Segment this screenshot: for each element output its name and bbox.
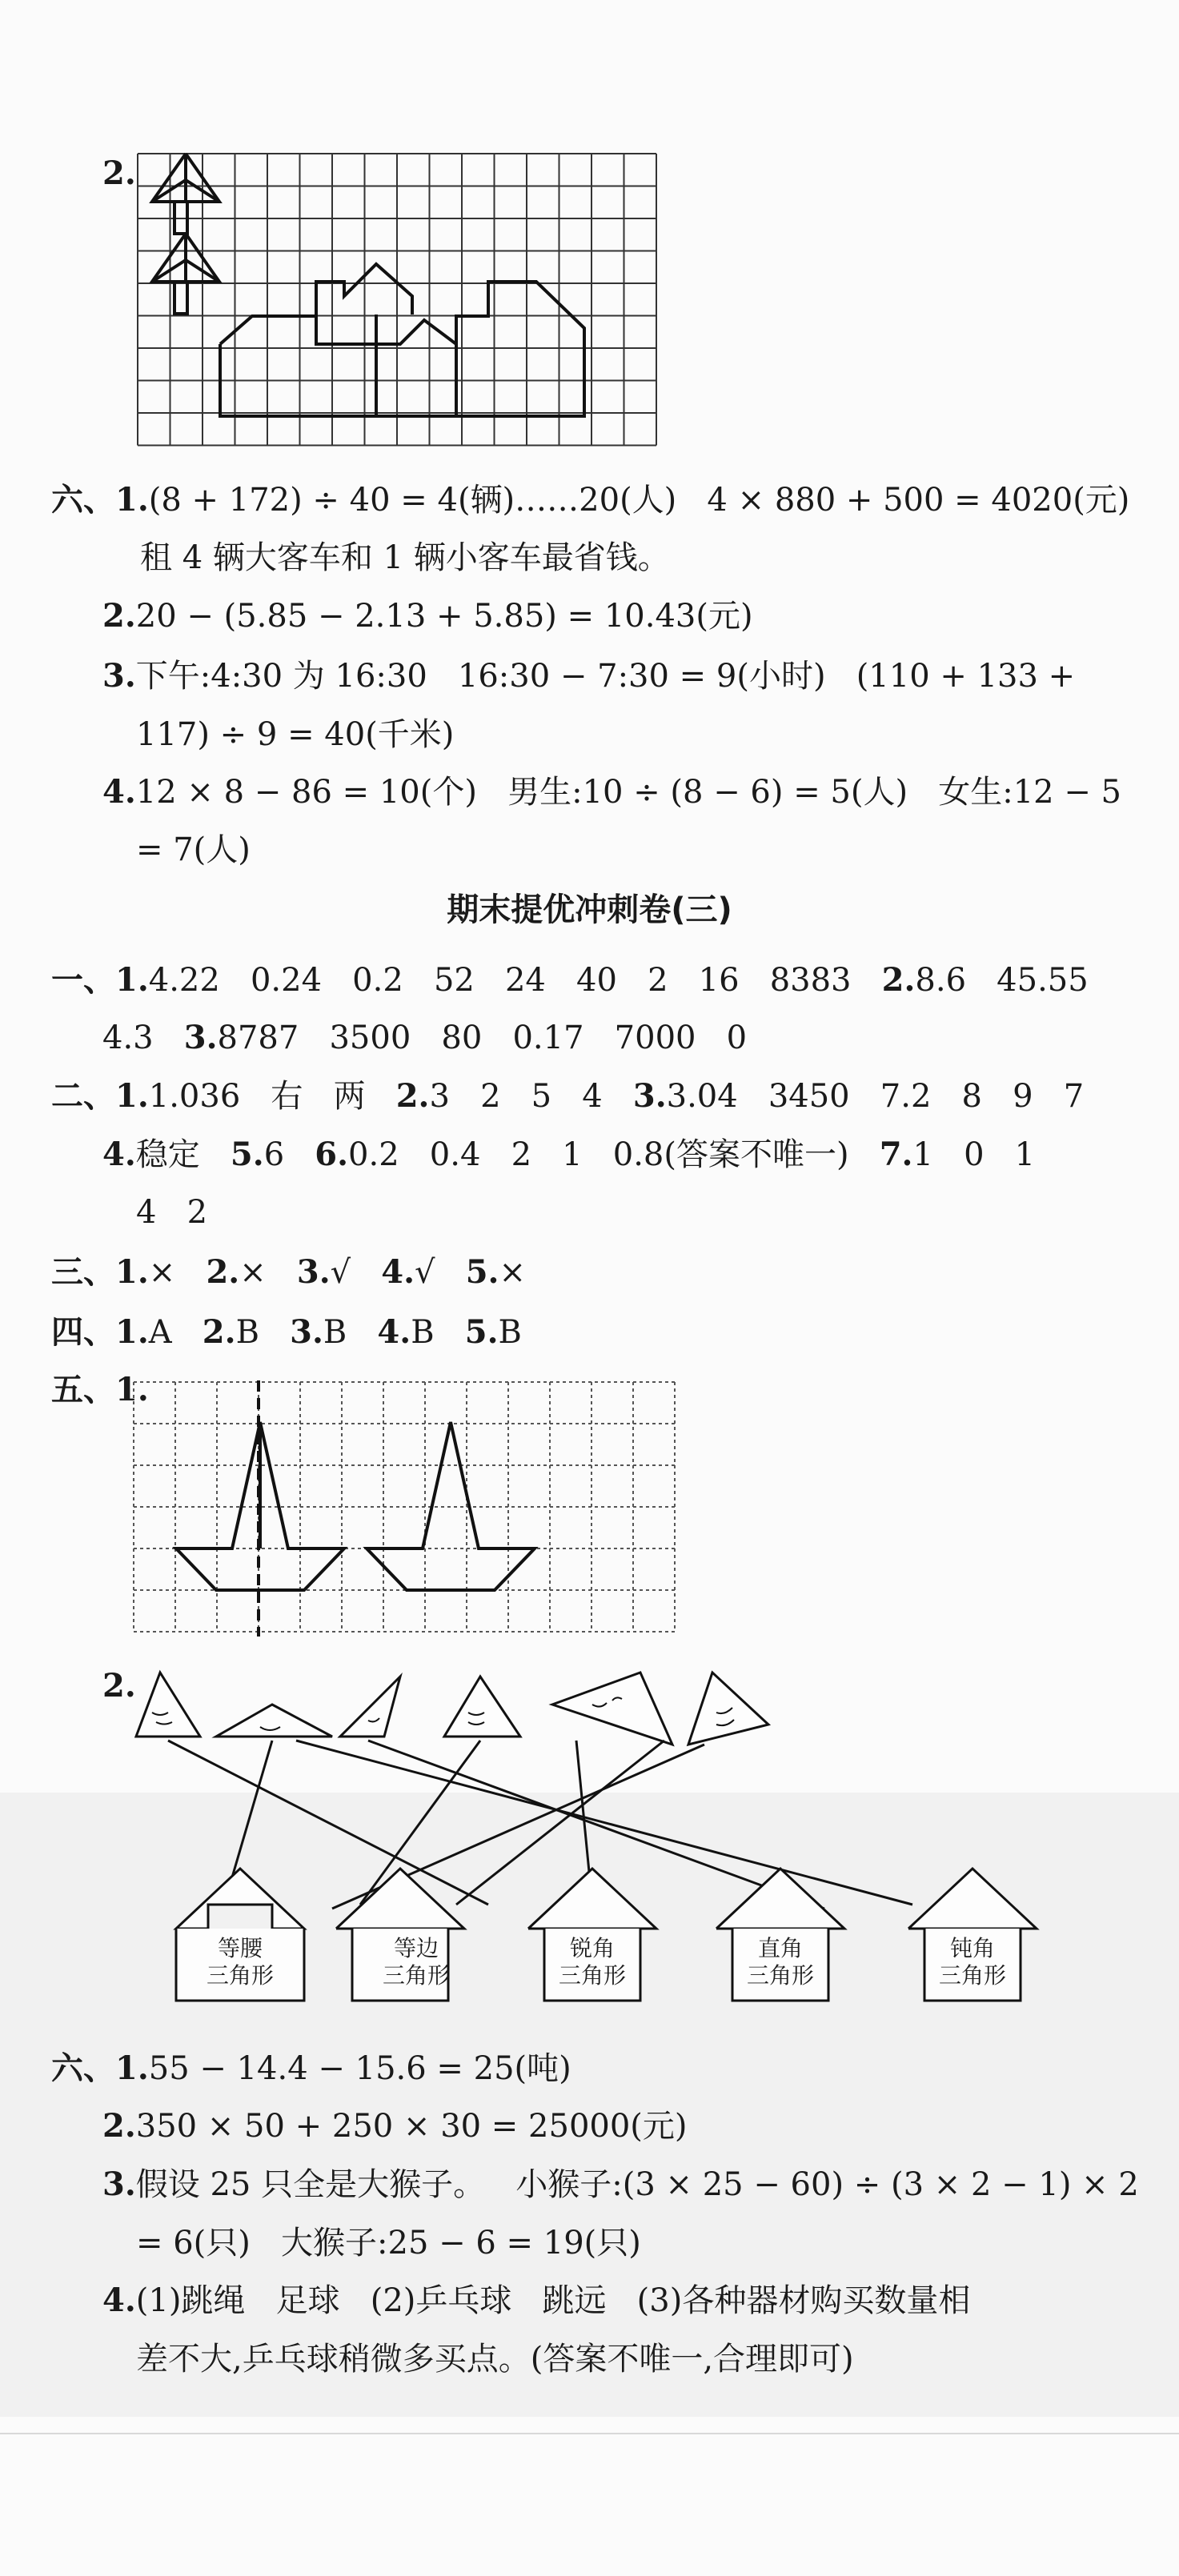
house-label-right: 直角 三角形 — [746, 1935, 814, 1989]
answer-line: 一、1.4.22 0.24 0.2 52 24 40 2 16 8383 2.8.6 45.55 — [51, 961, 1089, 999]
page-bottom-divider — [0, 2433, 1179, 2434]
answer-line: 2.20 − (5.85 − 2.13 + 5.85) = 10.43(元) — [102, 597, 753, 635]
answer-line: 三、1.× 2.× 3.√ 4.√ 5.× — [51, 1253, 526, 1291]
answer-line: 4.12 × 8 − 86 = 10(个) 男生:10 ÷ (8 − 6) = 5(人) 女生:12 − 5 — [102, 773, 1121, 811]
house-label-obtuse: 钝角 三角形 — [938, 1935, 1006, 1989]
answer-line: 4.(1)跳绳 足球 (2)乒乓球 跳远 (3)各种器材购买数量相 — [102, 2282, 971, 2319]
grid-figure-top — [136, 152, 664, 460]
answer-line: 4.3 3.8787 3500 80 0.17 7000 0 — [102, 1019, 748, 1056]
house-label-acute: 锐角 三角形 — [558, 1935, 626, 1989]
answer-line: = 7(人) — [136, 831, 251, 868]
triangle-shape-3 — [340, 1677, 400, 1737]
answer-line: 3.假设 25 只全是大猴子。 小猴子:(3 × 25 − 60) ÷ (3 × 2 − 1) × 2 — [102, 2165, 1139, 2203]
q2-label: 2. — [102, 1667, 136, 1705]
answer-line: 五、1. — [51, 1371, 149, 1408]
q2-label: 2. — [102, 154, 136, 192]
answer-line: 二、1.1.036 右 两 2.3 2 5 4 3.3.04 3450 7.2 8 9 7 — [51, 1077, 1085, 1115]
answer-line: = 6(只) 大猴子:25 − 6 = 19(只) — [136, 2225, 641, 2262]
house-label-isosceles: 等腰 三角形 — [206, 1935, 274, 1989]
symmetry-grid-figure — [132, 1380, 684, 1645]
answer-line: 117) ÷ 9 = 40(千米) — [136, 716, 455, 753]
page-title: 期末提优冲刺卷(三) — [447, 891, 732, 928]
answer-line: 四、1.A 2.B 3.B 4.B 5.B — [51, 1313, 522, 1351]
house-label-equilateral: 等边 三角形 — [382, 1935, 450, 1989]
triangle-shape-4 — [444, 1677, 520, 1737]
triangle-shape-6 — [688, 1673, 768, 1745]
triangle-shape-5 — [552, 1673, 672, 1745]
answer-line: 六、1.(8 + 172) ÷ 40 = 4(辆)……20(人) 4 × 880 + 500 = 4020(元) — [51, 481, 1130, 519]
triangle-shape-2 — [216, 1705, 332, 1737]
answer-line: 六、1.55 − 14.4 − 15.6 = 25(吨) — [51, 2049, 571, 2087]
triangle-shape-1 — [136, 1673, 200, 1737]
answer-line: 租 4 辆大客车和 1 辆小客车最省钱。 — [140, 539, 670, 576]
answer-line: 4 2 — [136, 1194, 208, 1231]
answer-line: 3.下午:4:30 为 16:30 16:30 − 7:30 = 9(小时) (110 + 133 + — [102, 657, 1076, 695]
answer-line: 2.350 × 50 + 250 × 30 = 25000(元) — [102, 2107, 688, 2145]
answer-line: 4.稳定 5.6 6.0.2 0.4 2 1 0.8(答案不唯一) 7.1 0 1 — [102, 1136, 1036, 1173]
answer-line: 差不大,乒乓球稍微多买点。(答案不唯一,合理即可) — [136, 2341, 854, 2378]
